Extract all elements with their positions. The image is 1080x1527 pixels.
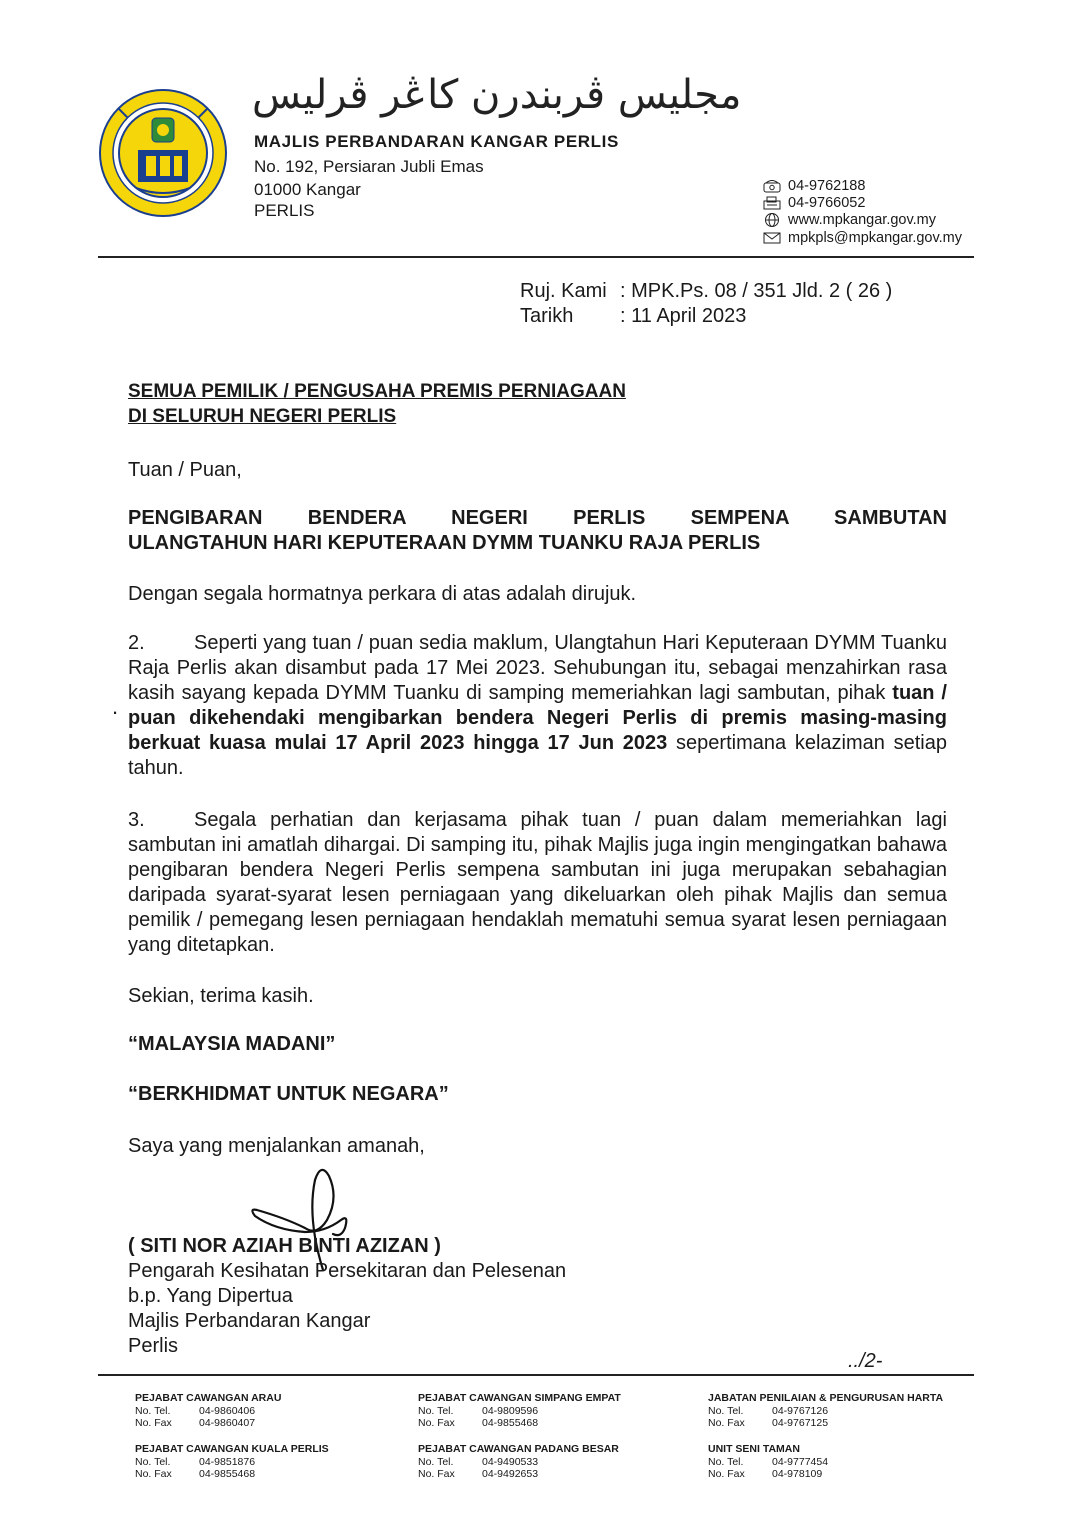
paragraph-2-text-a: Seperti yang tuan / puan sedia maklum, Ulangtahun Hari Keputeraan DYMM Tuanku Raja Perlis akan disambut pada 17 Mei 2023. Sehubungan itu, sebagai menzahirkan rasa kasih sayang kepada DYMM Tuanku di samping memeriahkan lagi sambutan, pihak — [128, 632, 947, 704]
office-tel: 04-9851876 — [199, 1455, 256, 1468]
office-fax: 04-9855468 — [199, 1468, 256, 1480]
paragraph-3-number: 3. — [128, 809, 145, 831]
office-penilaian — [708, 1392, 943, 1430]
office-name: JABATAN PENILAIAN & PENGURUSAN HARTA — [708, 1392, 944, 1404]
opening-line: Dengan segala hormatnya perkara di atas adalah dirujuk. — [128, 583, 637, 605]
ref-label: Ruj. Kami — [520, 280, 607, 302]
office-simpang-empat — [418, 1392, 621, 1430]
tel-label: No. Tel. — [135, 1455, 171, 1468]
tel-label: No. Tel. — [135, 1404, 171, 1417]
addressee-line-1: SEMUA PEMILIK / PENGUSAHA PREMIS PERNIAGAAN — [128, 381, 626, 402]
office-name: PEJABAT CAWANGAN KUALA PERLIS — [135, 1443, 329, 1455]
office-tel: 04-9777454 — [772, 1455, 829, 1468]
subject-line-2: ULANGTAHUN HARI KEPUTERAAN DYMM TUANKU RAJA PERLIS — [128, 532, 761, 554]
footer-divider — [98, 1374, 974, 1376]
fax-label: No. Fax — [135, 1417, 172, 1429]
signatory-on-behalf: b.p. Yang Dipertua — [128, 1285, 293, 1307]
office-fax: 04-9860407 — [199, 1417, 256, 1429]
office-name: PEJABAT CAWANGAN PADANG BESAR — [418, 1443, 619, 1455]
sign-off: Saya yang menjalankan amanah, — [128, 1135, 425, 1157]
fax-label: No. Fax — [708, 1468, 745, 1480]
signatory-org: Majlis Perbandaran Kangar — [128, 1310, 371, 1332]
address-line-2: 01000 Kangar — [254, 180, 361, 199]
office-name: PEJABAT CAWANGAN SIMPANG EMPAT — [418, 1392, 621, 1404]
tel-label: No. Tel. — [708, 1455, 744, 1468]
office-fax: 04-9492653 — [482, 1468, 539, 1480]
office-kuala-perlis — [135, 1443, 329, 1481]
mail-icon — [762, 231, 782, 245]
paragraph-3-text: Segala perhatian dan kerjasama pihak tuan / puan dalam memeriahkan lagi sambutan ini amatlah dihargai. Di samping itu, pihak Majlis juga ingin mengingatkan bahawa pengibaran bendera Negeri Perlis sempena sambutan ini juga merupakan sebahagian daripada syarat-syarat lesen perniagaan yang dikeluarkan oleh pihak Majlis dan semua pemilik / pemegang lesen perniagaan hendaklah mematuhi semua syarat lesen perniagaan yang ditetapkan. — [128, 809, 947, 956]
council-logo — [98, 88, 228, 218]
contact-web — [762, 212, 936, 228]
fax-label: No. Fax — [418, 1417, 455, 1429]
closing-line: Sekian, terima kasih. — [128, 985, 314, 1007]
slogan-berkhidmat: “BERKHIDMAT UNTUK NEGARA” — [128, 1083, 449, 1105]
office-tel: 04-9490533 — [482, 1455, 539, 1468]
tel-label: No. Tel. — [418, 1455, 454, 1468]
tel-label: No. Tel. — [708, 1404, 744, 1417]
office-fax: 04-9855468 — [482, 1417, 539, 1429]
org-name-jawi: مجليس ڤربندرن كاڠر ڤرليس — [252, 72, 742, 118]
contact-email — [762, 230, 962, 246]
office-fax: 04-978109 — [772, 1468, 823, 1480]
paragraph-2-text-bold: tuan / puan dikehendaki mengibarkan bendera Negeri Perlis di premis masing-masing berkuat kuasa mulai 17 April 2023 hingga 17 Jun 2023 — [128, 682, 947, 754]
date-label: Tarikh — [520, 305, 574, 327]
page-marker: ../2- — [848, 1350, 883, 1372]
ref-value: : MPK.Ps. 08 / 351 Jld. 2 ( 26 ) — [620, 280, 893, 302]
office-name: UNIT SENI TAMAN — [708, 1443, 800, 1455]
office-arau — [135, 1392, 281, 1430]
office-tel: 04-9809596 — [482, 1404, 539, 1417]
date-value: : 11 April 2023 — [620, 305, 747, 327]
paragraph-2-number: 2. — [128, 632, 145, 654]
org-name: MAJLIS PERBANDARAN KANGAR PERLIS — [254, 132, 619, 151]
tel-number: 04-9762188 — [788, 178, 866, 194]
salutation: Tuan / Puan, — [128, 459, 242, 481]
contact-fax — [762, 195, 865, 211]
slogan-malaysia-madani: “MALAYSIA MADANI” — [128, 1033, 336, 1055]
office-tel: 04-9767126 — [772, 1404, 829, 1417]
subject-line-1: PENGIBARAN BENDERA NEGERI PERLIS SEMPENA SAMBUTAN — [128, 507, 947, 529]
fax-label: No. Fax — [418, 1468, 455, 1480]
office-seni-taman — [708, 1443, 828, 1481]
office-tel: 04-9860406 — [199, 1404, 256, 1417]
fax-label: No. Fax — [135, 1468, 172, 1480]
office-name: PEJABAT CAWANGAN ARAU — [135, 1392, 282, 1404]
email-link[interactable]: mpkpls@mpkangar.gov.my — [788, 230, 963, 246]
tel-label: No. Tel. — [418, 1404, 454, 1417]
office-fax: 04-9767125 — [772, 1417, 829, 1429]
phone-icon — [762, 179, 782, 193]
office-padang-besar — [418, 1443, 619, 1481]
fax-number: 04-9766052 — [788, 195, 866, 211]
website-link[interactable]: www.mpkangar.gov.my — [788, 212, 937, 228]
fax-icon — [762, 196, 782, 210]
stray-mark: . — [112, 694, 119, 719]
signatory-title: Pengarah Kesihatan Persekitaran dan Pelesenan — [128, 1260, 567, 1282]
signatory-name: ( SITI NOR AZIAH BINTI AZIZAN ) — [128, 1235, 441, 1257]
fax-label: No. Fax — [708, 1417, 745, 1429]
header-divider — [98, 256, 974, 258]
paragraph-2 — [128, 631, 947, 781]
contact-tel — [762, 178, 865, 194]
address-line-1: No. 192, Persiaran Jubli Emas — [254, 157, 484, 176]
paragraph-3 — [128, 808, 947, 958]
paragraph-2-text-b: sepertimana kelaziman setiap tahun. — [128, 732, 947, 779]
signatory-state: Perlis — [128, 1335, 179, 1357]
globe-icon — [762, 213, 782, 227]
address-line-3: PERLIS — [254, 201, 315, 220]
addressee-line-2: DI SELURUH NEGERI PERLIS — [128, 406, 397, 427]
